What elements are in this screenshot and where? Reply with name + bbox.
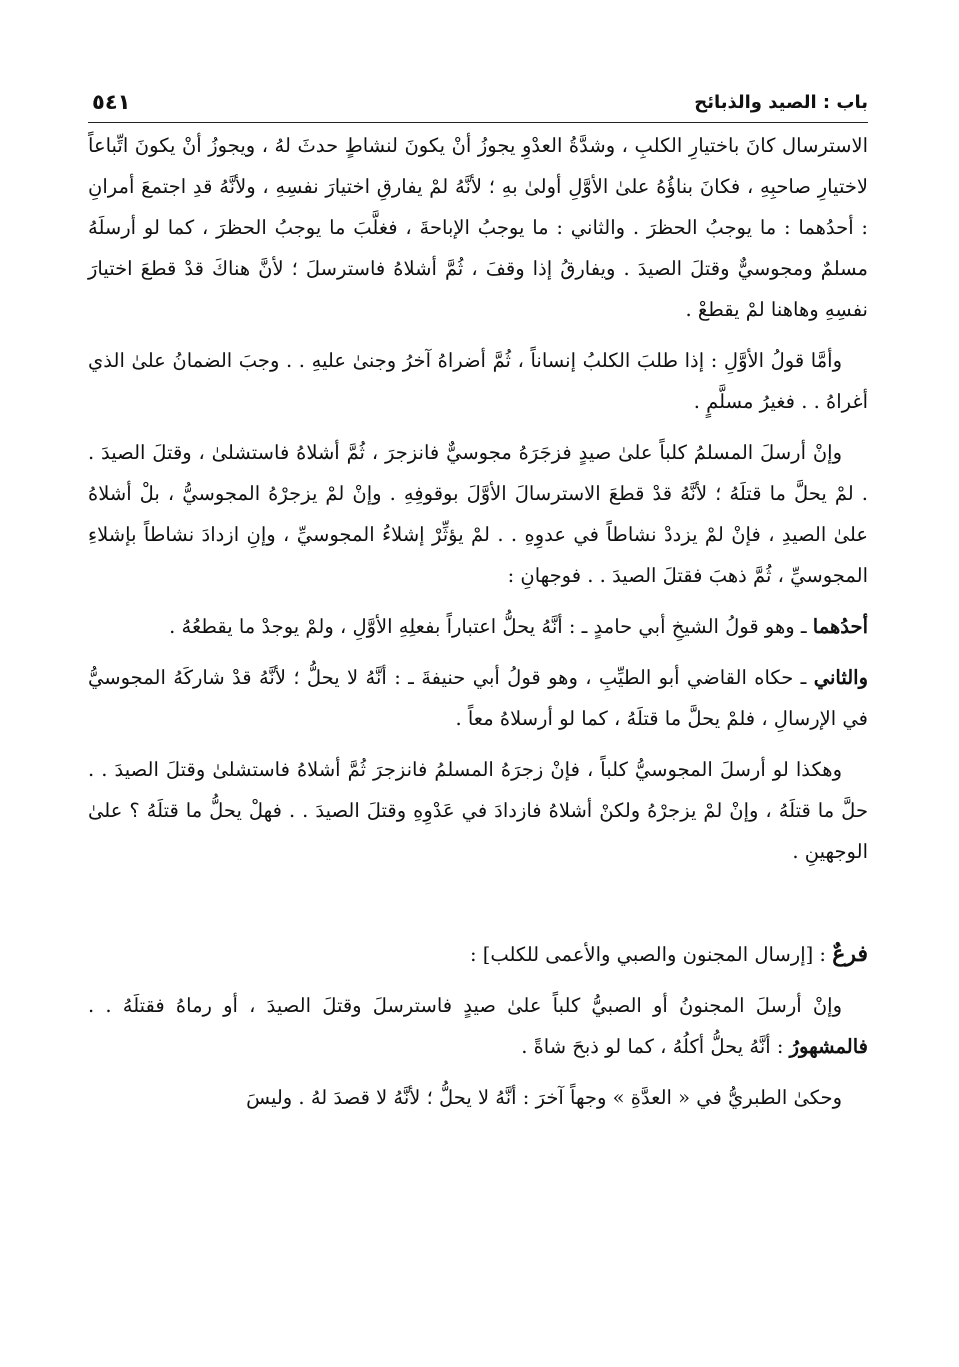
paragraph-5 bbox=[88, 657, 868, 739]
paragraph-4 bbox=[88, 606, 868, 647]
paragraph-7-bold: فالمشهورُ bbox=[789, 1035, 868, 1058]
branch-heading bbox=[88, 934, 868, 975]
page-number: ٥٤١ bbox=[92, 90, 131, 114]
paragraph-7-end: : أنَّهُ يحلُّ أكلُهُ ، كما لو ذبحَ شاةً . bbox=[521, 1035, 790, 1058]
paragraph-2: وأمَّا قولُ الأوَّلِ : إذا طلبَ الكلبُ إنساناً ، ثُمَّ أضراهُ آخرُ وجنىٰ عليهِ . . وجبَ الضمانُ علىٰ الذي أغراهُ . . فغيرُ مسلَّمٍ . bbox=[88, 349, 868, 413]
section-spacer bbox=[88, 882, 868, 934]
branch-title: فرعٌ bbox=[832, 941, 868, 967]
book-page bbox=[88, 84, 868, 1354]
paragraph-5-text: ـ حكاه القاضي أبو الطيِّبِ ، وهو قولُ أبي حنيفةَ ـ : أنَّهُ لا يحلُّ ؛ لأنَّهُ قدْ شاركَهُ المجوسيُّ في الإرسالِ ، فلمْ يحلَّ ما قتلَهُ ، كما لو أرسلاهُ معاً . bbox=[88, 666, 868, 730]
page-header bbox=[88, 84, 868, 123]
paragraph-8: وحكىٰ الطبريُّ في « العدَّةِ » وجهاً آخرَ : أنَّهُ لا يحلُّ ؛ لأنَّهُ لا قصدَ لهُ . وليسَ bbox=[246, 1086, 842, 1109]
paragraph-3: وإنْ أرسلَ المسلمُ كلباً علىٰ صيدٍ فزجَرَهُ مجوسيٌّ فانزجرَ ، ثُمَّ أشلاهُ فاستشلىٰ ، وقتلَ الصيدَ . . لمْ يحلَّ ما قتلَهُ ؛ لأنَّهُ قدْ قطعَ الاسترسالَ الأوَّلَ بوقوفِهِ . وإنْ لمْ يزجرْهُ المجوسيُّ ، بلْ أشلاهُ علىٰ الصيدِ ، فإنْ لمْ يزددْ نشاطاً في عدوِهِ . . لمْ يؤثِّرْ إشلاءُ المجوسيِّ ، وإنِ ازدادَ نشاطاً بإشلاءِ المجوسيِّ ، ثُمَّ ذهبَ فقتلَ الصيدَ . . فوجهانِ : bbox=[88, 441, 868, 587]
paragraph-1: الاسترسال كانَ باختيارِ الكلبِ ، وشدَّةُ العدْوِ يجوزُ أنْ يكونَ لنشاطٍ حدثَ لهُ ، ويجوزُ أنْ يكونَ اتِّباعاً لاختيارِ صاحبِهِ ، فكانَ بناؤُهُ علىٰ الأوَّلِ أولىٰ بهِ ؛ لأنَّهُ لمْ يفارقِ اختيارَ نفسِهِ ، ولأنَّهُ قدِ اجتمعَ أمرانِ : أحدُهما : ما يوجبُ الحظرَ . والثاني : ما يوجبُ الإباحةَ ، فغلَّبَ ما يوجبُ الحظرَ ، كما لو أرسلَهُ مسلمٌ ومجوسيٌّ وقتلَ الصيدَ . ويفارقُ إذا وقفَ ، ثُمَّ أشلاهُ فاسترسلَ ؛ لأنَّ هناكَ قدْ قطعَ اختيارَ نفسِهِ وهاهنا لمْ يقطعْ . bbox=[88, 134, 868, 321]
page-body bbox=[88, 123, 868, 1118]
chapter-title: باب : الصيد والذبائح bbox=[694, 92, 868, 113]
paragraph-5-lead: والثاني bbox=[813, 666, 868, 689]
branch-subtitle: : [إرسال المجنون والصبي والأعمى للكلب] : bbox=[469, 943, 833, 966]
paragraph-7 bbox=[88, 985, 868, 1067]
paragraph-6: وهكذا لو أرسلَ المجوسيُّ كلباً ، فإنْ زجرَهُ المسلمُ فانزجرَ ثُمَّ أشلاهُ فاستشلىٰ وقتلَ الصيدَ . . حلَّ ما قتلَهُ ، وإنْ لمْ يزجرْهُ ولكنْ أشلاهُ فازدادَ في عَدْوِهِ وقتلَ الصيدَ . . فهلْ يحلُّ ما قتلَهُ ؟ علىٰ الوجهينِ . bbox=[88, 758, 868, 863]
paragraph-4-lead: أحدُهما bbox=[812, 615, 868, 638]
paragraph-4-text: ـ وهو قولُ الشيخِ أبي حامدٍ ـ : أنَّهُ يحلُّ اعتباراً بفعلِهِ الأوَّلِ ، ولمْ يوجدْ ما يقطعُهُ . bbox=[169, 615, 813, 638]
paragraph-7-text: وإنْ أرسلَ المجنونُ أو الصبيُّ كلباً علىٰ صيدٍ فاسترسلَ وقتلَ الصيدَ ، أو رماهُ فقتلَهُ . . bbox=[88, 994, 842, 1017]
